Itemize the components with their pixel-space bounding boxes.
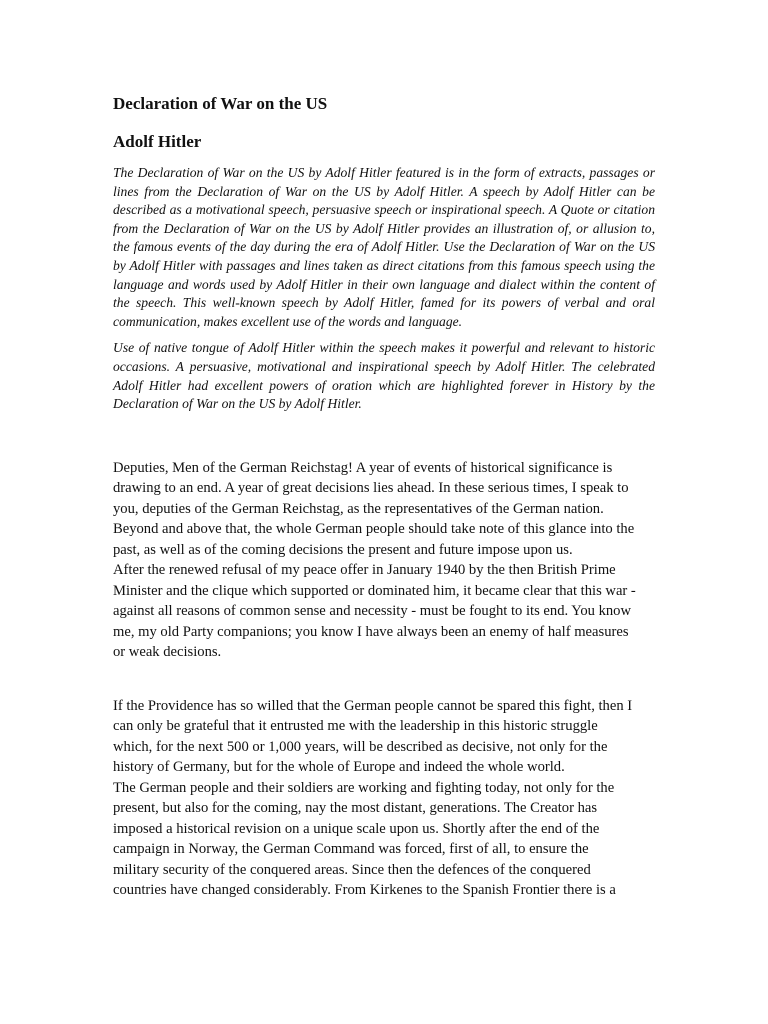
document-page	[113, 92, 655, 901]
text-line: against all reasons of common sense and necessity - must be fought to its end. You know	[113, 603, 632, 620]
document-title: Declaration of War on the US	[113, 94, 328, 113]
text-line: Deputies, Men of the German Reichstag! A year of events of historical significance is	[113, 459, 613, 476]
text-line: The German people and their soldiers are working and fighting today, not only for the	[113, 779, 615, 796]
speech-paragraph	[113, 458, 655, 663]
text-line: can only be grateful that it entrusted me with the leadership in this historic struggle	[113, 718, 598, 735]
text-line: imposed a historical revision on a unique scale upon us. Shortly after the end of the	[113, 820, 600, 837]
text-line: Minister and the clique which supported or dominated him, it became clear that this war -	[113, 582, 636, 599]
text-line: After the renewed refusal of my peace offer in January 1940 by the then British Prime	[113, 562, 616, 579]
intro-paragraph: Use of native tongue of Adolf Hitler within the speech makes it powerful and relevant to historic occasions. A persuasive, motivational and inspirational speech by Adolf Hitler. The celebrated Adolf Hitler had excellent powers of oration which are highlighted forever in History by the Declaration of War on the US by Adolf Hitler.	[113, 340, 655, 412]
text-line: history of Germany, but for the whole of Europe and indeed the whole world.	[113, 759, 565, 776]
text-line: you, deputies of the German Reichstag, as the representatives of the German nation.	[113, 500, 604, 517]
text-line: me, my old Party companions; you know I have always been an enemy of half measures	[113, 623, 629, 640]
text-line: If the Providence has so willed that the German people cannot be spared this fight, then I	[113, 697, 633, 714]
text-line: past, as well as of the coming decisions the present and future impose upon us.	[113, 541, 573, 558]
text-line: present, but also for the coming, nay the most distant, generations. The Creator has	[113, 800, 598, 817]
text-line: military security of the conquered areas. Since then the defences of the conquered	[113, 861, 591, 878]
document-author: Adolf Hitler	[113, 132, 202, 151]
speech-paragraph	[113, 696, 655, 901]
text-line: Beyond and above that, the whole German people should take note of this glance into the	[113, 521, 635, 538]
text-line: campaign in Norway, the German Command was forced, first of all, to ensure the	[113, 841, 589, 858]
text-line: drawing to an end. A year of great decisions lies ahead. In these serious times, I speak to	[113, 480, 629, 497]
text-line: countries have changed considerably. From Kirkenes to the Spanish Frontier there is a	[113, 882, 616, 899]
intro-paragraph: The Declaration of War on the US by Adolf Hitler featured is in the form of extracts, passages or lines from the Declaration of War on the US by Adolf Hitler. A speech by Adolf Hitler can be described as a motivational speech, persuasive speech or inspirational speech. A Quote or citation from the Declaration of War on the US by Adolf Hitler provides an illustration of, or allusion to, the famous events of the day during the era of Adolf Hitler. Use the Declaration of War on the US by Adolf Hitler with passages and lines taken as direct citations from this famous speech using the language and words used by Adolf Hitler in their own language and dialect within the content of the speech. This well-known speech by Adolf Hitler, famed for its powers of verbal and oral communication, makes excellent use of the words and language.	[113, 165, 655, 329]
text-line: or weak decisions.	[113, 644, 222, 661]
text-line: which, for the next 500 or 1,000 years, will be described as decisive, not only for the	[113, 738, 608, 755]
